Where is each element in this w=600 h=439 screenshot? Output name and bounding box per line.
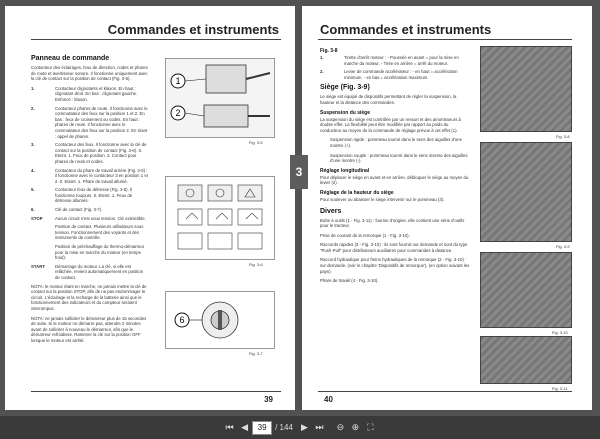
key-position-text: Position de préchauffage du thermo-démarreur pour la mise en marche du moteur (en temps froid). xyxy=(55,244,145,261)
figure-caption: Fig. 3-9 xyxy=(556,244,570,249)
control-item-label: 4. xyxy=(31,167,35,173)
page-header-title: Commandes et instruments xyxy=(320,22,492,37)
photo-seat xyxy=(480,142,572,242)
height-text: Pour soulever ou abaisser le siège intervenir sur le pommeau (3). xyxy=(320,196,445,202)
control-item-row xyxy=(31,168,149,185)
prev-page-icon[interactable]: ◀ xyxy=(241,422,249,432)
misc-item: Phare de travail (4 - Fig. 3-10). xyxy=(320,278,379,284)
control-item-label: 6. xyxy=(31,207,35,213)
suspension-soft: Suspension souple : pommeau tourné dans le sens inverse des aiguilles d'une montre (-). xyxy=(330,152,468,164)
control-item-text: Contacteur des feux. Il fonctionne avec la clé de contact sur la position de contact (Fig. 3-6). 0. Eteint. 1. Feux de position. 2. Contact pour phares de route et codes. xyxy=(55,142,147,164)
control-item-row xyxy=(31,207,149,213)
control-item-row xyxy=(31,106,149,140)
key-position-text: Position de contact. Plusieurs utilisateurs sous tension. Fonctionnement des voyants et des instruments de contrôle. xyxy=(55,224,144,241)
control-items-list xyxy=(31,86,149,213)
figure-switch-symbols xyxy=(165,176,275,260)
key-position-label xyxy=(31,244,55,261)
figure-caption: Fig. 3-6 xyxy=(249,262,263,267)
switch-lever-illustration xyxy=(166,59,274,137)
control-item-row xyxy=(31,86,149,103)
misc-item: Boîte à outils (1 - Fig. 3-11) : fournie d'origine, elle contient une série d'outils pour le tracteur. xyxy=(320,217,465,229)
figure-caption: Fig. 3-5 xyxy=(249,140,263,145)
height-title: Réglage de la hauteur du siège xyxy=(320,189,394,196)
lever-item-text: Tirette d'arrêt moteur : - Poussée en avant = pour la mise en marche du moteur. - Tirée en arrière = arrêt du moteur. xyxy=(344,55,459,66)
control-item-text: Contacteur phares de route. Il fonctionne avec le commutateur des feux sur la position 1 et 2. En bas : feux de croisement ou codes. En haut : phares de route. Il fonctionne avec le commutateur des feux sur la position 2. En tirant : appel de phares. xyxy=(55,105,148,139)
intro-paragraph: Contacteur des éclairages, feux de direction, codes et phares de route et avertisseur sonore. Il fonctionne uniquement avec la clé de contact sur la position de contact (Fig. 3-5). xyxy=(31,65,148,82)
figure-caption: Fig. 3-7 xyxy=(249,351,263,356)
zoom-out-icon[interactable]: ⊖ xyxy=(336,422,345,432)
figure-reference: Fig. 3-8 xyxy=(320,48,338,54)
photo-cab-controls xyxy=(480,46,572,132)
switch-number-1: 1 xyxy=(175,76,181,86)
photo-toolbox xyxy=(480,336,572,384)
key-positions-list xyxy=(31,216,149,281)
control-item-text: Contacteur feux de détresse (Fig. 3-6). Il fonctionne toujours. 0. Eteint. 1. Feux de détresse allumés. xyxy=(55,187,133,204)
header-divider xyxy=(31,39,281,40)
photo-rear-couplings xyxy=(480,252,572,328)
control-item-text: Contacteur du phare de travail arrière (Fig. 3-6) : il fonctionne avec le contacteur 3 en position 1 et 2. 0. Eteint. 1. Phare de travail allumé. xyxy=(55,167,148,184)
lever-item-row xyxy=(320,55,470,66)
key-position-row xyxy=(31,264,149,281)
switch-number-6: 6 xyxy=(179,315,185,325)
control-item-label: 3. xyxy=(31,142,35,148)
suspension-rigid: Suspension rigide : pommeau tourné dans le sens des aiguilles d'une montre (+). xyxy=(330,137,462,148)
first-page-icon[interactable]: ⏮ xyxy=(225,422,234,432)
fullscreen-icon[interactable]: ⛶ xyxy=(367,422,374,432)
control-item-text: Contacteur clignotants et klaxon. En haut : clignotant droit. En bas : clignotant gauche. Enfoncé : klaxon. xyxy=(55,85,138,102)
seat-intro: Le siège est équipé de dispositifs permettant de régler la suspension, la hauteur et la distance des commandes. xyxy=(320,94,457,105)
control-item-label: 1. xyxy=(31,85,35,91)
suspension-title: Suspension du siège xyxy=(320,109,371,116)
lever-item-text: Levier de commande accélérateur : - en haut = accélération minimum. - en bas = accélération maximum. xyxy=(344,69,458,80)
misc-item: Prise de courant de la remorque (1 - Fig. 3-10). xyxy=(320,232,410,238)
zoom-in-icon[interactable]: ⊕ xyxy=(351,422,360,432)
page-header-title: Commandes et instruments xyxy=(107,22,279,37)
right-page xyxy=(302,6,592,410)
right-text-column xyxy=(320,48,470,288)
misc-item: Raccords rapides (3 - Fig. 3-10) : ils sont fournis sur demande et sont du type "Push-Pull" pour distributeurs auxiliaires pour commandes à distance. xyxy=(320,242,468,253)
misc-items-list xyxy=(320,218,470,284)
page-number-input[interactable]: 39 xyxy=(252,421,272,435)
lever-item-label: 2. xyxy=(320,69,324,75)
longitudinal-text: Pour déplacer le siège en avant et en arrière, débloquer le siège au moyen du levier (2). xyxy=(320,174,469,186)
footer-divider xyxy=(31,391,281,392)
figure-caption: Fig. 3-11 xyxy=(552,386,568,391)
viewer-toolbar xyxy=(0,416,600,439)
ignition-illustration xyxy=(166,292,274,348)
left-text-column xyxy=(31,54,149,348)
page-number: 39 xyxy=(264,395,273,404)
note-paragraph: NOTA: ne jamais solliciter le démarreur plus de 15 secondes de suite. Si le moteur ne démarre pas, attendre 2 minutes avant de solliciter à nouveau le démarreur, afin que le démarreur refroidisse. Ramener la clé sur la position OFF lorsque le moteur est arrêté. xyxy=(31,315,147,343)
misc-item: Raccord hydraulique pour freins hydrauliques de la remorque (2 - Fig. 3-10) : sur demande, (voir le chapitre 'Dispositifs de remorque'), (en option suivant les pays). xyxy=(320,257,470,274)
figure-caption: Fig. 3-8 xyxy=(556,134,570,139)
page-total: / 144 xyxy=(275,423,293,432)
key-position-label: START xyxy=(31,263,46,269)
lever-item-label: 1. xyxy=(320,55,324,60)
control-item-label: 5. xyxy=(31,187,35,193)
suspension-text: La suspension du siège est contrôlée par un ressort et des amortisseurs à double effet. La flexibilité peut être modifiée par rapport au poids du conducteur au moyen de la commande de réglage prévue à cet effet (1). xyxy=(320,116,461,133)
footer-divider xyxy=(318,391,572,392)
key-position-text: Démarrage du moteur. La clé, si elle est relâchée, revient automatiquement en position de contact. xyxy=(55,263,144,280)
seat-section-title: Siège (Fig. 3-9) xyxy=(320,84,370,92)
key-position-row xyxy=(31,244,149,261)
left-page xyxy=(5,6,295,410)
section-title: Panneau de commande xyxy=(31,55,110,62)
figure-switch-panel xyxy=(165,58,275,138)
figure-ignition-key xyxy=(165,291,275,349)
chapter-tab: 3 xyxy=(290,155,308,189)
control-item-row xyxy=(31,142,149,164)
key-position-text: Aucun circuit n'est sous tension. Clé extractible. xyxy=(55,215,146,221)
key-position-label: STOP xyxy=(31,215,43,221)
switch-symbols-illustration xyxy=(166,177,274,259)
key-position-label xyxy=(31,224,55,241)
longitudinal-title: Réglage longitudinal xyxy=(320,167,370,174)
header-divider xyxy=(318,39,572,40)
figure-caption: Fig. 3-10 xyxy=(552,330,568,335)
misc-section-title: Divers xyxy=(320,207,342,215)
key-position-row xyxy=(31,224,149,241)
note-paragraph: NOTA: le moteur étant en marche, ne jamais mettre la clé de contact sur la position STOP, afin de ne pas endommager le circuit. L'éclairage et la recharge de la batterie ainsi que le fonctionnement des indicateurs et du compteur seraient interrompus. xyxy=(31,283,147,311)
page-number: 40 xyxy=(324,395,333,404)
key-position-row xyxy=(31,216,149,222)
lever-items-list xyxy=(320,55,470,80)
next-page-icon[interactable]: ▶ xyxy=(300,422,308,432)
switch-number-2: 2 xyxy=(175,108,181,118)
last-page-icon[interactable]: ⏭ xyxy=(315,422,324,432)
control-item-row xyxy=(31,187,149,204)
control-item-label: 2. xyxy=(31,105,35,111)
lever-item-row xyxy=(320,69,470,80)
control-item-text: Clé de contact (Fig. 3-7). xyxy=(55,207,103,213)
